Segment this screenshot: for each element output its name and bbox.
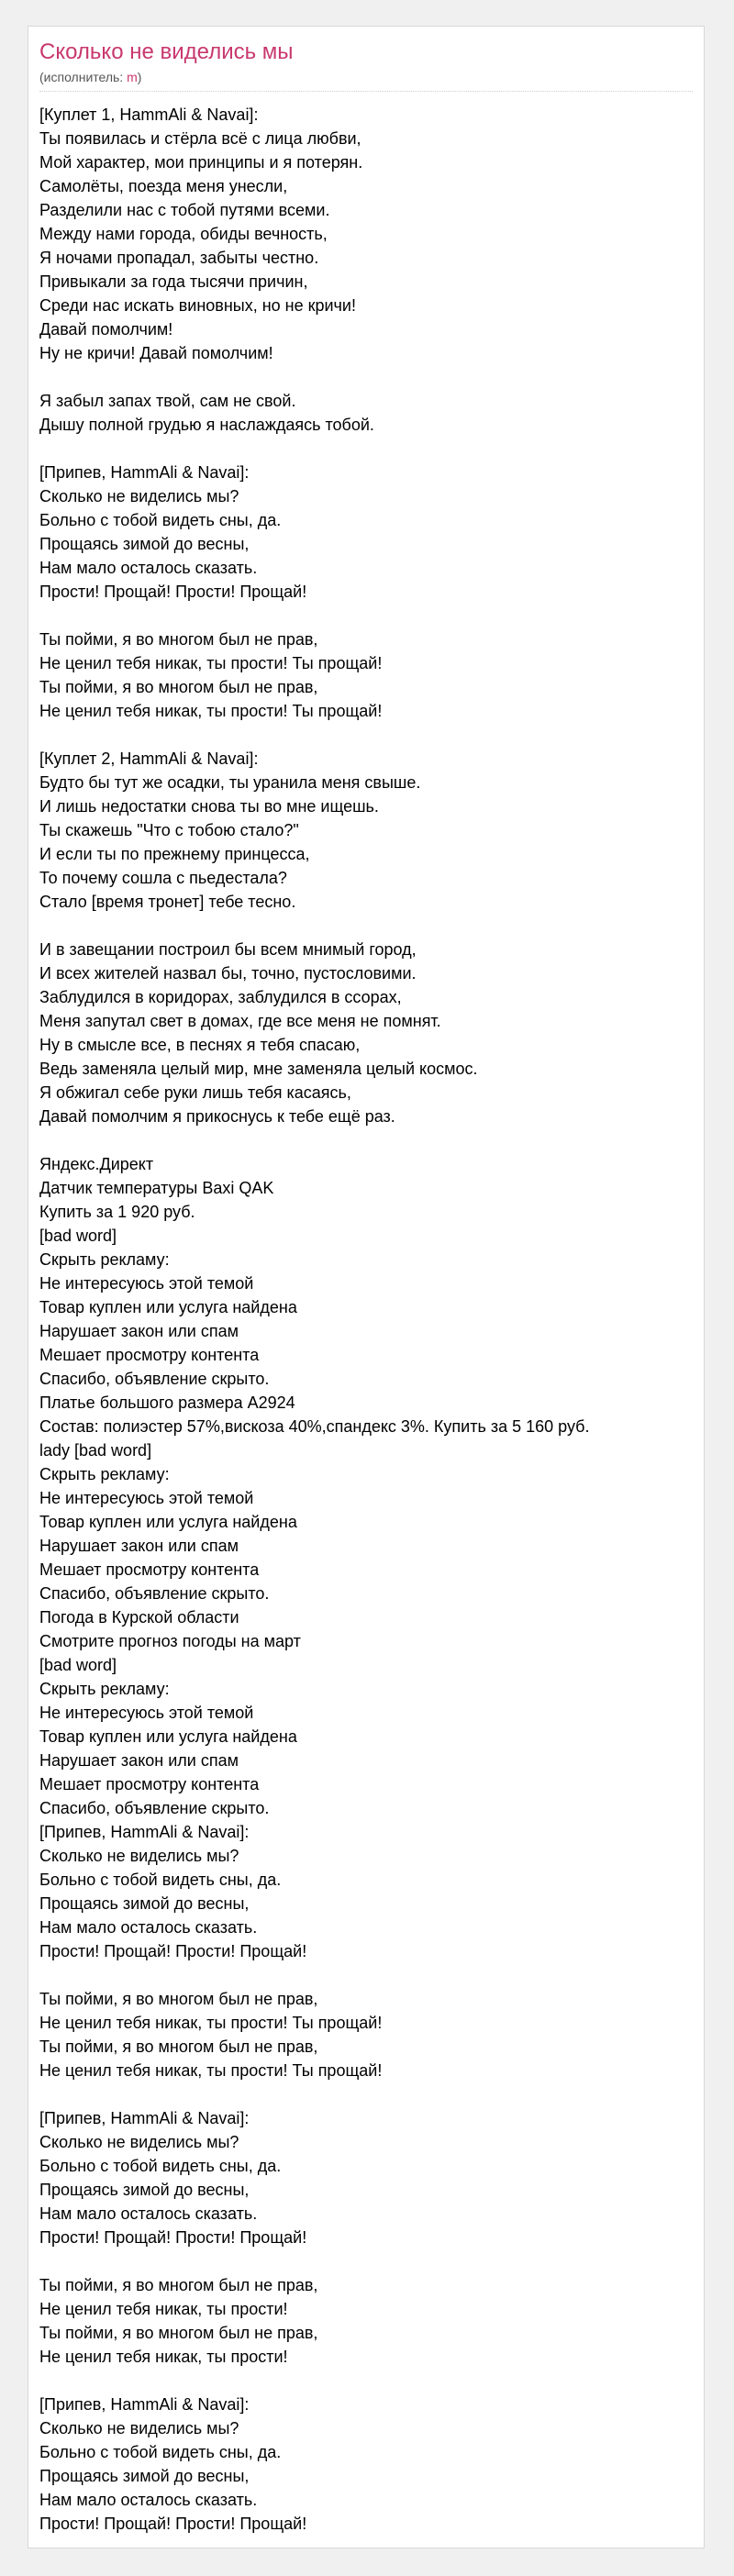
lyric-line: Нарушает закон или спам bbox=[39, 1322, 239, 1340]
lyric-line: Ты пойми, я во многом был не прав, bbox=[39, 2037, 318, 2056]
lyric-line: [Припев, HammAli & Navai]: bbox=[39, 463, 250, 482]
lyric-line: Стало [время тронет] тебе тесно. bbox=[39, 893, 296, 911]
lyric-line: Мешает просмотру контента bbox=[39, 1560, 260, 1579]
lyric-line: Нарушает закон или спам bbox=[39, 1537, 239, 1555]
lyric-line: Нам мало осталось сказать. bbox=[39, 2204, 258, 2223]
lyric-line: Нам мало осталось сказать. bbox=[39, 2491, 258, 2509]
stanza-gap bbox=[39, 1128, 693, 1152]
lyric-line: Спасибо, объявление скрыто. bbox=[39, 1584, 270, 1603]
stanza-gap bbox=[39, 2082, 693, 2106]
performer-line bbox=[39, 69, 693, 85]
lyric-line: Сколько не виделись мы? bbox=[39, 2133, 239, 2151]
lyric-line: Самолёты, поезда меня унесли, bbox=[39, 177, 288, 195]
lyric-line: Ты пойми, я во многом был не прав, bbox=[39, 630, 318, 649]
stanza-gap bbox=[39, 437, 693, 461]
lyric-line: И лишь недостатки снова ты во мне ищешь. bbox=[39, 797, 379, 816]
lyric-line: Смотрите прогноз погоды на март bbox=[39, 1632, 301, 1650]
lyric-line: Прости! Прощай! Прости! Прощай! bbox=[39, 2228, 307, 2247]
lyric-line: Не ценил тебя никак, ты прости! Ты прощай! bbox=[39, 702, 383, 720]
lyric-line: Больно с тобой видеть сны, да. bbox=[39, 1871, 282, 1889]
lyric-line: [bad word] bbox=[39, 1656, 117, 1674]
lyric-line: Больно с тобой видеть сны, да. bbox=[39, 2157, 282, 2175]
lyric-line: Прощаясь зимой до весны, bbox=[39, 1894, 250, 1913]
lyric-line: Спасибо, объявление скрыто. bbox=[39, 1799, 270, 1817]
lyric-line: Разделили нас с тобой путями всеми. bbox=[39, 201, 330, 219]
lyric-line: Не ценил тебя никак, ты прости! Ты прощай! bbox=[39, 2061, 383, 2080]
lyric-line: [Припев, HammAli & Navai]: bbox=[39, 1823, 250, 1841]
lyric-line: Яндекс.Директ bbox=[39, 1155, 154, 1173]
lyric-line: Привыкали за года тысячи причин, bbox=[39, 272, 308, 291]
lyric-line: Ты пойми, я во многом был не прав, bbox=[39, 678, 318, 696]
lyric-line: Не интересуюсь этой темой bbox=[39, 1704, 254, 1722]
lyric-line: Между нами города, обиды вечность, bbox=[39, 225, 328, 243]
lyric-line: Товар куплен или услуга найдена bbox=[39, 1727, 297, 1746]
lyric-line: Прости! Прощай! Прости! Прощай! bbox=[39, 2515, 307, 2533]
lyric-line: Ты пойми, я во многом был не прав, bbox=[39, 1990, 318, 2008]
lyric-line: Ты пойми, я во многом был не прав, bbox=[39, 2324, 318, 2342]
lyric-line: Платье большого размера A2924 bbox=[39, 1393, 295, 1412]
lyric-line: Нам мало осталось сказать. bbox=[39, 559, 258, 577]
lyric-line: lady [bad word] bbox=[39, 1441, 152, 1460]
lyric-line: Ведь заменяла целый мир, мне заменяла целый космос. bbox=[39, 1060, 478, 1078]
lyric-line: Не ценил тебя никак, ты прости! Ты прощай! bbox=[39, 654, 383, 672]
lyric-line: Мой характер, мои принципы и я потерян. bbox=[39, 153, 363, 172]
lyric-line: Нам мало осталось сказать. bbox=[39, 1918, 258, 1937]
lyric-line: Товар куплен или услуга найдена bbox=[39, 1513, 297, 1531]
lyric-line: Прости! Прощай! Прости! Прощай! bbox=[39, 1942, 307, 1960]
lyric-line: Прощаясь зимой до весны, bbox=[39, 535, 250, 553]
lyric-line: Меня запутал свет в домах, где все меня не помнят. bbox=[39, 1012, 441, 1030]
performer-link[interactable]: m bbox=[127, 70, 138, 84]
lyric-line: Купить за 1 920 руб. bbox=[39, 1203, 195, 1221]
lyrics-text bbox=[39, 103, 693, 2536]
lyric-line: Дышу полной грудью я наслаждаясь тобой. bbox=[39, 416, 374, 434]
lyric-line: [Припев, HammAli & Navai]: bbox=[39, 2395, 250, 2414]
stanza-gap bbox=[39, 365, 693, 389]
lyric-line: Не ценил тебя никак, ты прости! bbox=[39, 2300, 288, 2318]
lyric-line: Давай помолчим я прикоснусь к тебе ещё раз. bbox=[39, 1107, 395, 1126]
lyric-line: Сколько не виделись мы? bbox=[39, 1847, 239, 1865]
lyric-line: Не ценил тебя никак, ты прости! Ты прощай! bbox=[39, 2014, 383, 2032]
lyric-line: Датчик температуры Baxi QAK bbox=[39, 1179, 274, 1197]
lyric-line: То почему сошла с пьедестала? bbox=[39, 869, 287, 887]
lyric-line: Погода в Курской области bbox=[39, 1608, 239, 1627]
lyric-line: Прощаясь зимой до весны, bbox=[39, 2181, 250, 2199]
lyrics-card bbox=[28, 26, 705, 2548]
lyric-line: Я забыл запах твой, сам не свой. bbox=[39, 392, 296, 410]
stanza-gap bbox=[39, 1963, 693, 1987]
lyric-line: [Куплет 2, HammAli & Navai]: bbox=[39, 749, 259, 768]
lyric-line: Состав: полиэстер 57%,вискоза 40%,спандекс 3%. Купить за 5 160 руб. bbox=[39, 1417, 590, 1436]
lyric-line: Мешает просмотру контента bbox=[39, 1346, 260, 1364]
lyric-line: Сколько не виделись мы? bbox=[39, 487, 239, 505]
lyric-line: Ты скажешь "Что с тобою стало?" bbox=[39, 821, 299, 839]
lyric-line: Ты пойми, я во многом был не прав, bbox=[39, 2276, 318, 2294]
lyric-line: Прости! Прощай! Прости! Прощай! bbox=[39, 583, 307, 601]
lyric-line: [Припев, HammAli & Navai]: bbox=[39, 2109, 250, 2127]
lyric-line: Мешает просмотру контента bbox=[39, 1775, 260, 1793]
lyric-line: [bad word] bbox=[39, 1227, 117, 1245]
lyric-line: Не ценил тебя никак, ты прости! bbox=[39, 2348, 288, 2366]
lyric-line: Скрыть рекламу: bbox=[39, 1250, 170, 1269]
stanza-gap bbox=[39, 723, 693, 747]
lyric-line: Давай помолчим! bbox=[39, 320, 173, 339]
lyric-line: Будто бы тут же осадки, ты уранила меня свыше. bbox=[39, 773, 421, 792]
lyric-line: Ну в смысле все, в песнях я тебя спасаю, bbox=[39, 1036, 361, 1054]
stanza-gap bbox=[39, 604, 693, 627]
lyric-line: Больно с тобой видеть сны, да. bbox=[39, 2443, 282, 2461]
stanza-gap bbox=[39, 914, 693, 938]
lyric-line: И в завещании построил бы всем мнимый город, bbox=[39, 940, 417, 959]
lyric-line: И если ты по прежнему принцесса, bbox=[39, 845, 310, 863]
lyric-line: Нарушает закон или спам bbox=[39, 1751, 239, 1770]
performer-close: ) bbox=[137, 70, 142, 84]
lyric-line: Я обжигал себе руки лишь тебя касаясь, bbox=[39, 1083, 351, 1102]
lyric-line: Не интересуюсь этой темой bbox=[39, 1274, 254, 1293]
lyric-line: Спасибо, объявление скрыто. bbox=[39, 1370, 270, 1388]
song-title: Сколько не виделись мы bbox=[39, 39, 294, 64]
lyric-line: [Куплет 1, HammAli & Navai]: bbox=[39, 105, 259, 124]
lyric-line: Я ночами пропадал, забыты честно. bbox=[39, 249, 319, 267]
lyric-line: Заблудился в коридорах, заблудился в ссорах, bbox=[39, 988, 402, 1006]
performer-label: (исполнитель: bbox=[39, 70, 128, 84]
lyric-line: Среди нас искать виновных, но не кричи! bbox=[39, 296, 356, 315]
lyric-line: Прощаясь зимой до весны, bbox=[39, 2467, 250, 2485]
lyric-line: Не интересуюсь этой темой bbox=[39, 1489, 254, 1507]
lyric-line: Скрыть рекламу: bbox=[39, 1680, 170, 1698]
lyric-line: Ну не кричи! Давай помолчим! bbox=[39, 344, 273, 362]
stanza-gap bbox=[39, 2369, 693, 2393]
lyric-line: Скрыть рекламу: bbox=[39, 1465, 170, 1483]
stanza-gap bbox=[39, 2249, 693, 2273]
lyric-line: Сколько не виделись мы? bbox=[39, 2419, 239, 2437]
lyric-line: Ты появилась и стёрла всё с лица любви, bbox=[39, 129, 361, 148]
title-divider bbox=[39, 91, 693, 92]
lyric-line: Товар куплен или услуга найдена bbox=[39, 1298, 297, 1316]
lyric-line: И всех жителей назвал бы, точно, пустословими. bbox=[39, 964, 417, 983]
lyric-line: Больно с тобой видеть сны, да. bbox=[39, 511, 282, 529]
